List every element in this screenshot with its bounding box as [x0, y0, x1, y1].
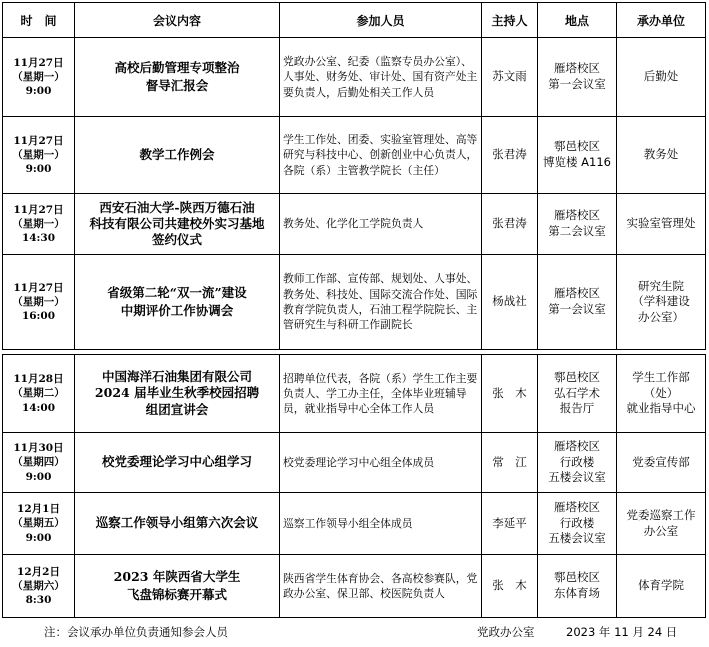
place-cell [538, 433, 617, 493]
header-organizer: 承办单位 [617, 3, 706, 38]
place-line: 雁塔校区 [554, 61, 600, 76]
topic-line: 飞盘锦标赛开幕式 [126, 587, 227, 602]
weekday: （星期四） [12, 456, 65, 469]
table-row [3, 493, 706, 555]
participants-cell: 校党委理论学习中心组全体成员 [280, 433, 482, 493]
participants-cell: 学生工作处、团委、实验室管理处、高等研究与科技中心、创新创业中心负责人，各院（系）主管教学院长（主任） [280, 117, 482, 194]
weekday: （星期一） [12, 148, 65, 161]
date: 11月27日 [13, 134, 64, 147]
weekday: （星期一） [12, 295, 65, 308]
weekday: （星期二） [12, 387, 65, 400]
topic-cell [75, 255, 280, 350]
topic-cell [75, 38, 280, 117]
organizer-line: （处） [643, 385, 679, 400]
time: 9:00 [25, 85, 52, 98]
table-row [3, 194, 706, 255]
participants-cell: 党政办公室、纪委（监察专员办公室）、人事处、财务处、审计处、国有资产处主要负责人，后勤处相关工作人员 [280, 38, 482, 117]
host-cell: 苏文雨 [482, 38, 538, 117]
host-cell: 张君涛 [482, 194, 538, 255]
place-line: 雁塔校区 [554, 500, 600, 515]
place-cell [538, 493, 617, 555]
place-cell [538, 117, 617, 194]
place-cell [538, 255, 617, 350]
topic-cell [75, 194, 280, 255]
place-line: 行政楼 [559, 515, 595, 530]
table-row [3, 255, 706, 350]
topic-line: 校党委理论学习中心组学习 [101, 454, 252, 470]
topic-cell [75, 555, 280, 618]
time-cell [3, 433, 75, 493]
place-line: 雁塔校区 [554, 208, 600, 223]
organizer-cell [617, 493, 706, 555]
organizer-line: 实验室管理处 [626, 216, 696, 231]
host-cell: 杨战社 [482, 255, 538, 350]
organizer-line: 研究生院 [638, 278, 684, 293]
host-cell: 张 木 [482, 555, 538, 618]
organizer-line: 后勤处 [643, 69, 679, 84]
topic-cell [75, 355, 280, 433]
footer-office: 党政办公室 [477, 625, 535, 639]
topic-line: 科技有限公司共建校外实习基地 [89, 215, 265, 231]
place-line: 第二会议室 [548, 224, 606, 238]
place-cell [538, 355, 617, 433]
place-line: 雁塔校区 [554, 439, 600, 454]
place-line: 博览楼 A116 [543, 155, 611, 169]
host-cell: 常 江 [482, 433, 538, 493]
place-line: 行政楼 [559, 454, 595, 469]
date: 11月30日 [13, 442, 64, 455]
organizer-cell [617, 38, 706, 117]
time: 9:00 [25, 531, 52, 544]
date: 11月27日 [13, 203, 64, 216]
place-line: 五楼会议室 [548, 531, 606, 546]
place-line: 东体育场 [554, 586, 600, 600]
place-line: 报告厅 [559, 401, 595, 416]
weekday: （星期一） [12, 217, 65, 230]
topic-line: 高校后勤管理专项整治 [114, 59, 240, 75]
topic-line: 中期评价工作协调会 [120, 303, 234, 318]
table-row [3, 117, 706, 194]
host-cell: 张君涛 [482, 117, 538, 194]
date: 12月1日 [17, 503, 60, 516]
weekday: （星期六） [12, 579, 65, 592]
participants-cell: 教师工作部、宣传部、规划处、人事处、教务处、科技处、国际交流合作处、国际教育学院负责人，石油工程学院院长、主管研究生与科研工作副院长 [280, 255, 482, 350]
time: 9:00 [25, 470, 52, 483]
topic-line: 2024 届毕业生秋季校园招聘 [94, 385, 260, 401]
organizer-line: 党委巡察工作 [626, 507, 696, 522]
organizer-cell [617, 194, 706, 255]
topic-line: 组团宣讲会 [145, 401, 209, 417]
organizer-cell [617, 117, 706, 194]
time: 8:30 [25, 594, 52, 607]
topic-line: 省级第二轮“双一流”建设 [107, 284, 247, 300]
place-line: 弘石学术 [554, 385, 600, 400]
place-line: 第一会议室 [548, 77, 606, 91]
meeting-schedule-table [2, 2, 706, 618]
weekday: （星期一） [12, 70, 65, 83]
time-cell [3, 493, 75, 555]
footer-date: 2023 年 11 月 24 日 [566, 625, 678, 639]
time-cell [3, 194, 75, 255]
organizer-line: 就业指导中心 [626, 401, 696, 416]
place-line: 雁塔校区 [554, 286, 600, 301]
place-line: 鄠邑校区 [554, 570, 600, 585]
organizer-line: 教务处 [643, 147, 679, 162]
time: 16:00 [21, 310, 56, 323]
participants-cell: 教务处、化学化工学院负责人 [280, 194, 482, 255]
footer-note: 注：会议承办单位负责通知参会人员 [44, 625, 228, 639]
time-cell [3, 355, 75, 433]
topic-cell [75, 433, 280, 493]
place-cell [538, 194, 617, 255]
table-row [3, 555, 706, 618]
date: 11月27日 [13, 56, 64, 69]
organizer-cell [617, 433, 706, 493]
time-cell [3, 255, 75, 350]
organizer-line: 办公室） [638, 309, 684, 324]
host-cell: 张 木 [482, 355, 538, 433]
table-row [3, 355, 706, 433]
weekday: （星期五） [12, 517, 65, 530]
header-time: 时 间 [3, 3, 75, 38]
organizer-cell [617, 255, 706, 350]
topic-cell [75, 117, 280, 194]
topic-line: 2023 年陕西省大学生 [113, 568, 241, 584]
topic-line: 中国海洋石油集团有限公司 [101, 369, 252, 385]
time: 9:00 [25, 163, 52, 176]
place-line: 鄠邑校区 [554, 139, 600, 154]
topic-cell [75, 493, 280, 555]
participants-cell: 招聘单位代表，各院（系）学生工作主要负责人、学工办主任，全体毕业班辅导员，就业指导中心全体工作人员 [280, 355, 482, 433]
topic-line: 教学工作例会 [139, 146, 215, 162]
place-cell [538, 38, 617, 117]
time-cell [3, 117, 75, 194]
organizer-line: 学生工作部 [632, 370, 690, 385]
place-line: 鄠邑校区 [554, 370, 600, 385]
table-row [3, 433, 706, 493]
organizer-line: 体育学院 [638, 578, 684, 593]
date: 12月2日 [17, 565, 60, 578]
topic-line: 西安石油大学-陕西万德石油 [99, 199, 255, 215]
date: 11月27日 [13, 281, 64, 294]
time: 14:00 [21, 401, 56, 414]
header-place: 地点 [538, 3, 617, 38]
organizer-line: （学科建设 [632, 294, 690, 309]
organizer-cell [617, 355, 706, 433]
host-cell: 李延平 [482, 493, 538, 555]
header-host: 主持人 [482, 3, 538, 38]
time: 14:30 [21, 232, 56, 245]
topic-line: 签约仪式 [151, 232, 202, 248]
organizer-line: 办公室 [643, 523, 679, 538]
date: 11月28日 [13, 373, 64, 386]
header-topic: 会议内容 [75, 3, 280, 38]
table-row [3, 38, 706, 117]
place-cell [538, 555, 617, 618]
participants-cell: 巡察工作领导小组全体成员 [280, 493, 482, 555]
place-line: 第一会议室 [548, 302, 606, 316]
place-line: 五楼会议室 [548, 470, 606, 485]
time-cell [3, 555, 75, 618]
header-participants: 参加人员 [280, 3, 482, 38]
header-row [3, 3, 706, 38]
topic-line: 巡察工作领导小组第六次会议 [95, 515, 259, 531]
organizer-cell [617, 555, 706, 618]
participants-cell: 陕西省学生体育协会、各高校参赛队，党政办公室、保卫部、校医院负责人 [280, 555, 482, 618]
topic-line: 督导汇报会 [145, 78, 209, 93]
organizer-line: 党委宣传部 [632, 454, 690, 469]
time-cell [3, 38, 75, 117]
